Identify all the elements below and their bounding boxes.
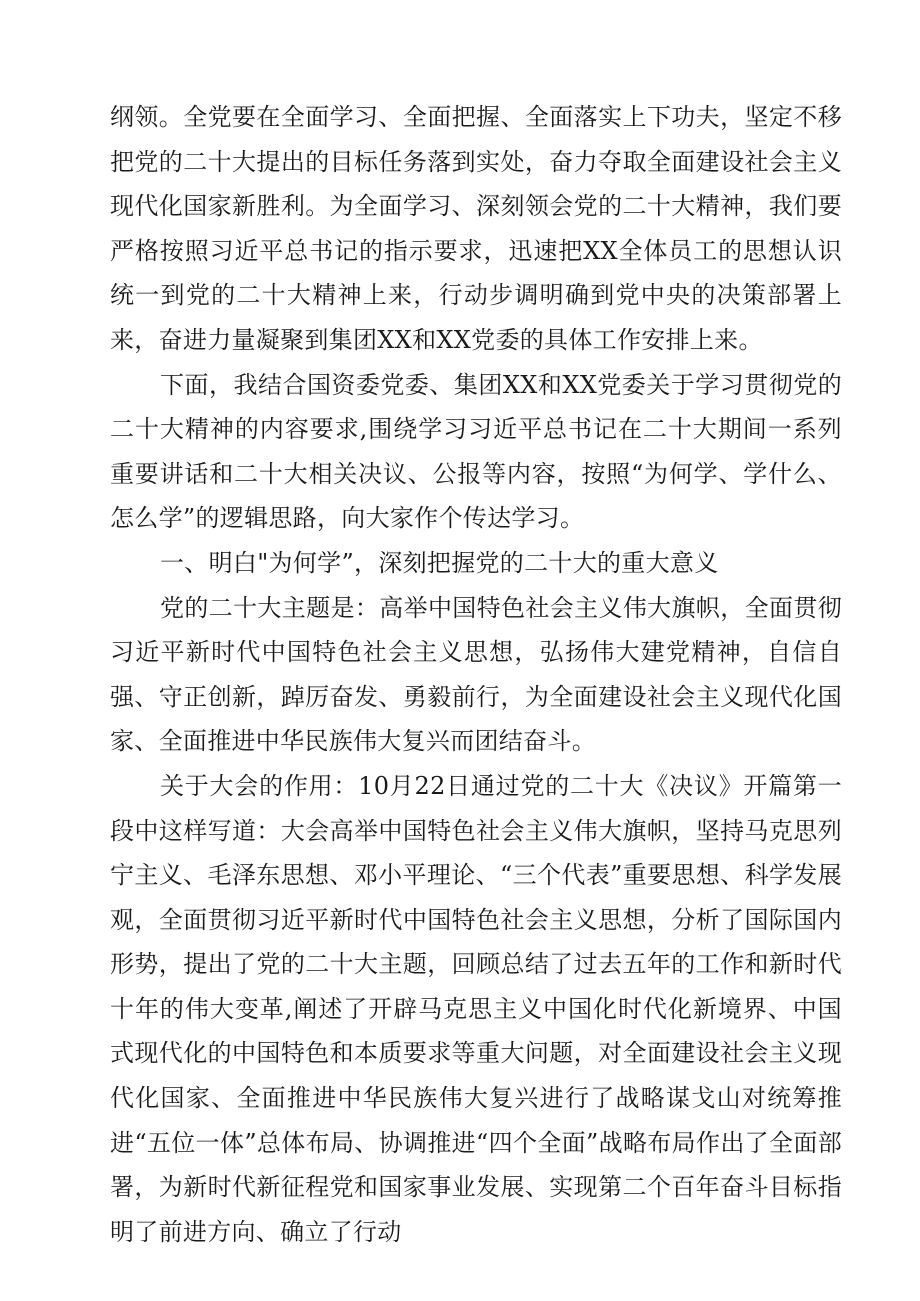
paragraph-theme: 党的二十大主题是：高举中国特色社会主义伟大旗帜，全面贯彻习近平新时代中国特色社会主义思想，弘扬伟大建党精神，自信自强、守正创新，踔厉奋发、勇毅前行，为全面建设社会主义现代化国家、全面推进中华民族伟大复兴而团结奋斗。 <box>110 593 842 756</box>
paragraph-intro: 下面，我结合国资委党委、集团XX和XX党委关于学习贯彻党的二十大精神的内容要求,围绕学习习近平总书记在二十大期间一系列重要讲话和二十大相关决议、公报等内容，按照“为何学、学什么、怎么学”的逻辑思路，向大家作个传达学习。 <box>110 370 842 533</box>
paragraph-continuation: 纲领。全党要在全面学习、全面把握、全面落实上下功夫，坚定不移把党的二十大提出的目标任务落到实处，奋力夺取全面建设社会主义现代化国家新胜利。为全面学习、深刻领会党的二十大精神，我们要严格按照习近平总书记的指示要求，迅速把XX全体员工的思想认识统一到党的二十大精神上来，行动步调明确到党中央的决策部署上来，奋进力量凝聚到集团XX和XX党委的具体工作安排上来。 <box>110 103 842 354</box>
paragraph-role: 关于大会的作用：10月22日通过党的二十大《决议》开篇第一段中这样写道：大会高举中国特色社会主义伟大旗帜，坚持马克思列宁主义、毛泽东思想、邓小平理论、“三个代表”重要思想、科学发展观，全面贯彻习近平新时代中国特色社会主义思想，分析了国际国内形势，提出了党的二十大主题，回顾总结了过去五年的工作和新时代十年的伟大变革,阐述了开辟马克思主义中国化时代化新境界、中国式现代化的中国特色和本质要求等重大问题，对全面建设社会主义现代化国家、全面推进中华民族伟大复兴进行了战略谋戈山对统筹推进“五位一体”总体布局、协调推进“四个全面”战略布局作出了全面部署，为新时代新征程党和国家事业发展、实现第二个百年奋斗目标指明了前进方向、确立了行动 <box>110 771 842 1246</box>
section-heading-1: 一、明白"为何学”，深刻把握党的二十大的重大意义 <box>160 548 719 577</box>
